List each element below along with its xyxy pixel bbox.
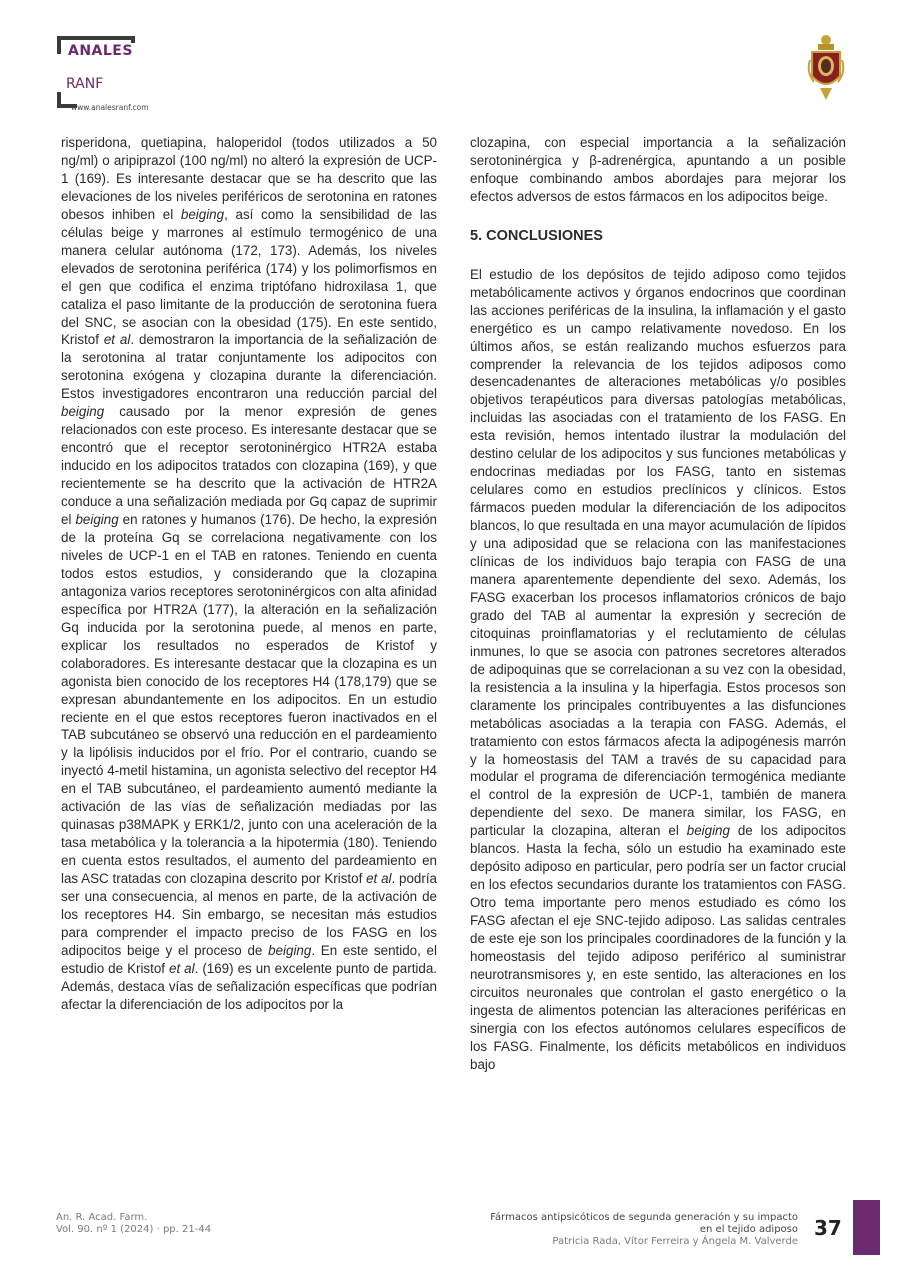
text-run: de los adipocitos blancos. Hasta la fecha, sólo un estudio ha examinado este depósito adiposo en particular, pero podría ser un factor crucial en los efectos secundarios durante los tratamientos con FASG. Otro tema importante pero menos estudiado es cómo los FASG afectan el eje SNC-tejido adiposo. Las salidas centrales de este eje son los principales coordinadores de la función y la homeostasis del tejido adiposo periférico al suministrar neurotransmisores y, en este sentido, las alteraciones en los circuitos neuronales que controlan el gasto energético o la ingesta de alimentos potencian las alteraciones periféricas en sinergia con los efectos autónomos celulares específicos de los FASG. Finalmente, los déficits metabólicos en individuos bajo <box>470 823 846 1072</box>
page-accent-tab <box>853 1200 880 1255</box>
journal-url[interactable]: www.analesranf.com <box>71 103 149 112</box>
footer-journal <box>56 1212 211 1236</box>
academy-crest-icon <box>806 32 846 104</box>
text-run: . podría ser una consecuencia, al menos en parte, de la activación de los receptores H4. Sin embargo, se necesitan más estudios para comprender el impacto preciso de los FASG en los adipocitos beige y el proceso de <box>61 871 437 958</box>
text-run: risperidona, quetiapina, haloperidol (todos utilizados a 50 ng/ml) o aripiprazol (100 ng/ml) no alteró la expresión de UCP-1 (169). Es interesante destacar que se ha descrito que las elevaciones de los niveles periféricos de serotonina en ratones obesos inhiben el <box>61 135 437 222</box>
italic-term: beiging <box>686 823 730 839</box>
italic-term: beiging <box>268 942 312 958</box>
page-number: 37 <box>814 1216 842 1240</box>
right-paragraph-intro <box>470 134 846 206</box>
logo-ranf-text: RANF <box>66 76 104 92</box>
left-column <box>61 134 437 1014</box>
logo-anales-text: ANALES <box>68 43 133 59</box>
text-run: , así como la sensibilidad de las células beige y marrones al estímulo termogénico de una manera celular autónoma (172, 173). Además, los niveles elevados de serotonina periférica (174) y los polimorfismos en el gen que codifica el enzima triptófano hidroxilasa 1, que cataliza el paso limitante de la producción de serotonina fuera del SNC, se asocian con la obesidad (175). En este sentido, Kristof <box>61 206 438 348</box>
footer-authors: Patricia Rada, Vítor Ferreira y Ángela M. Valverde <box>552 1236 798 1248</box>
italic-term: et al <box>169 960 195 976</box>
text-run: El estudio de los depósitos de tejido adiposo como tejidos metabólicamente activos y órganos endocrinos que coordinan las acciones periféricas de la insulina, la inflamación y el gasto energético es un campo relativamente novedoso. En los últimos años, se están realizando muchos esfuerzos para comprender la relevancia de los tejidos adiposos como desencadenantes de alteraciones metabólicas y/o posibles objetivos terapéuticos para diversas patologías metabólicas, incluidas las asociadas con el tratamiento de los FASG. En esta revisión, hemos intentado ilustrar la modulación del destino celular de los adipocitos y sus funciones metabólicas y endocrinas mediadas por los FASG, tanto en sistemas celulares como en estudios preclínicos y clínicos. Estos fármacos pueden modular la diferenciación de los adipocitos blancos, lo que resultada en una mayor acumulación de lípidos y una adiposidad que se relaciona con las manifestaciones clínicas de los individuos bajo terapia con FASG de una manera aparentemente dependiente del sexo. Además, los FASG exacerban los procesos inflamatorios crónicos de bajo grado del TAB al aumentar la expresión y secreción de citoquinas proinflamatorias y el reclutamiento de células inmunes, lo que se asocia con patrones secretores alterados de adipoquinas que se correlacionan a su vez con la obesidad, la resistencia a la insulina y la hiperfagia. Estos procesos son claramente los principales contribuyentes a las disfunciones metabólicas asociadas a la terapia con FASG. Además, el tratamiento con estos fármacos afecta la adipogénesis marrón y la homeostasis del TAM a través de su capacidad para modular el programa de diferenciación termogénica mediante el control de la expresión de UCP-1, también de manera dependiente del sexo. De manera similar, los FASG, en particular la clozapina, alteran el <box>470 266 846 839</box>
italic-term: et al <box>366 871 392 887</box>
text-run: causado por la menor expresión de genes relacionados con este proceso. Es interesante destacar que se encontró que el receptor serotoninérgico HTR2A estaba inducido en los adipocitos tratados con clozapina (169), y que recientemente se ha descrito que la activación de HTR2A conduce a una señalización mediada por Gq capaz de suprimir el <box>61 404 437 528</box>
text-run: clozapina, con especial importancia a la señalización serotoninérgica y β-adrenérgica, apuntando a un posible enfoque combinando ambos abordajes para mejorar los efectos adversos de estos fármacos en los adipocitos beige. <box>470 135 846 204</box>
italic-term: et al <box>103 332 131 348</box>
footer-article <box>438 1212 798 1249</box>
right-paragraph-conclusions <box>470 266 846 1074</box>
italic-term: beiging <box>180 206 225 222</box>
text-run: . demostraron la importancia de la señalización de la serotonina al tratar conjuntamente los adipocitos con serotonina exógena y clozapina durante la diferenciación. Estos investigadores encontraron una reducción parcial del <box>61 332 437 402</box>
anales-ranf-logo[interactable] <box>57 36 172 116</box>
footer-title-line2: en el tejido adiposo <box>699 1224 798 1236</box>
footer-journal-volume: Vol. 90. nº 1 (2024) · pp. 21-44 <box>56 1224 212 1235</box>
footer-title-line1: Fármacos antipsicóticos de segunda generación y su impacto <box>490 1212 798 1223</box>
footer-journal-name: An. R. Acad. Farm. <box>56 1212 148 1223</box>
text-run: . (169) es un excelente punto de partida. Además, destaca vías de señalización específicas que podrían afectar la diferenciación de los adipocitos por la <box>61 960 437 1012</box>
right-column <box>470 134 846 1074</box>
text-run: . En este sentido, el estudio de Kristof <box>61 942 437 976</box>
italic-term: beiging <box>61 404 105 420</box>
text-run: en ratones y humanos (176). De hecho, la expresión de la proteína Gq se correlaciona negativamente con los niveles de UCP-1 en el TAB en ratones. Teniendo en cuenta todos estos estudios, y considerando que la clozapina antagoniza varios receptores serotoninérgicos con alta afinidad específica por HTR2A (177), la alteración en la señalización Gq inducida por la serotonina puede, al menos en parte, explicar los resultados no esperados de Kristof y colaboradores. Es interesante destacar que la clozapina es un agonista bien conocido de los receptores H4 (178,179) que se expresan abundantemente en los adipocitos. En un estudio reciente en el que estos receptores fueron inactivados en el TAB subcutáneo se observó una reducción en el pardeamiento y la lipólisis inducidos por el frío. Por el contrario, cuando se inyectó 4-metil histamina, un agonista selectivo del receptor H4 en el TAB subcutáneo, el pardeamiento aumentó mediante la activación de las vías de señalización mediadas por las quinasas p38MAPK y ERK1/2, junto con una aceleración de la tasa metabólica y la tolerancia a la hipotermia (180). Teniendo en cuenta estos resultados, el aumento del pardeamiento en las ASC tratadas con clozapina descrito por Kristof <box>61 512 437 887</box>
italic-term: beiging <box>75 512 119 528</box>
section-heading: 5. CONCLUSIONES <box>470 227 603 244</box>
left-paragraph <box>61 134 437 1014</box>
